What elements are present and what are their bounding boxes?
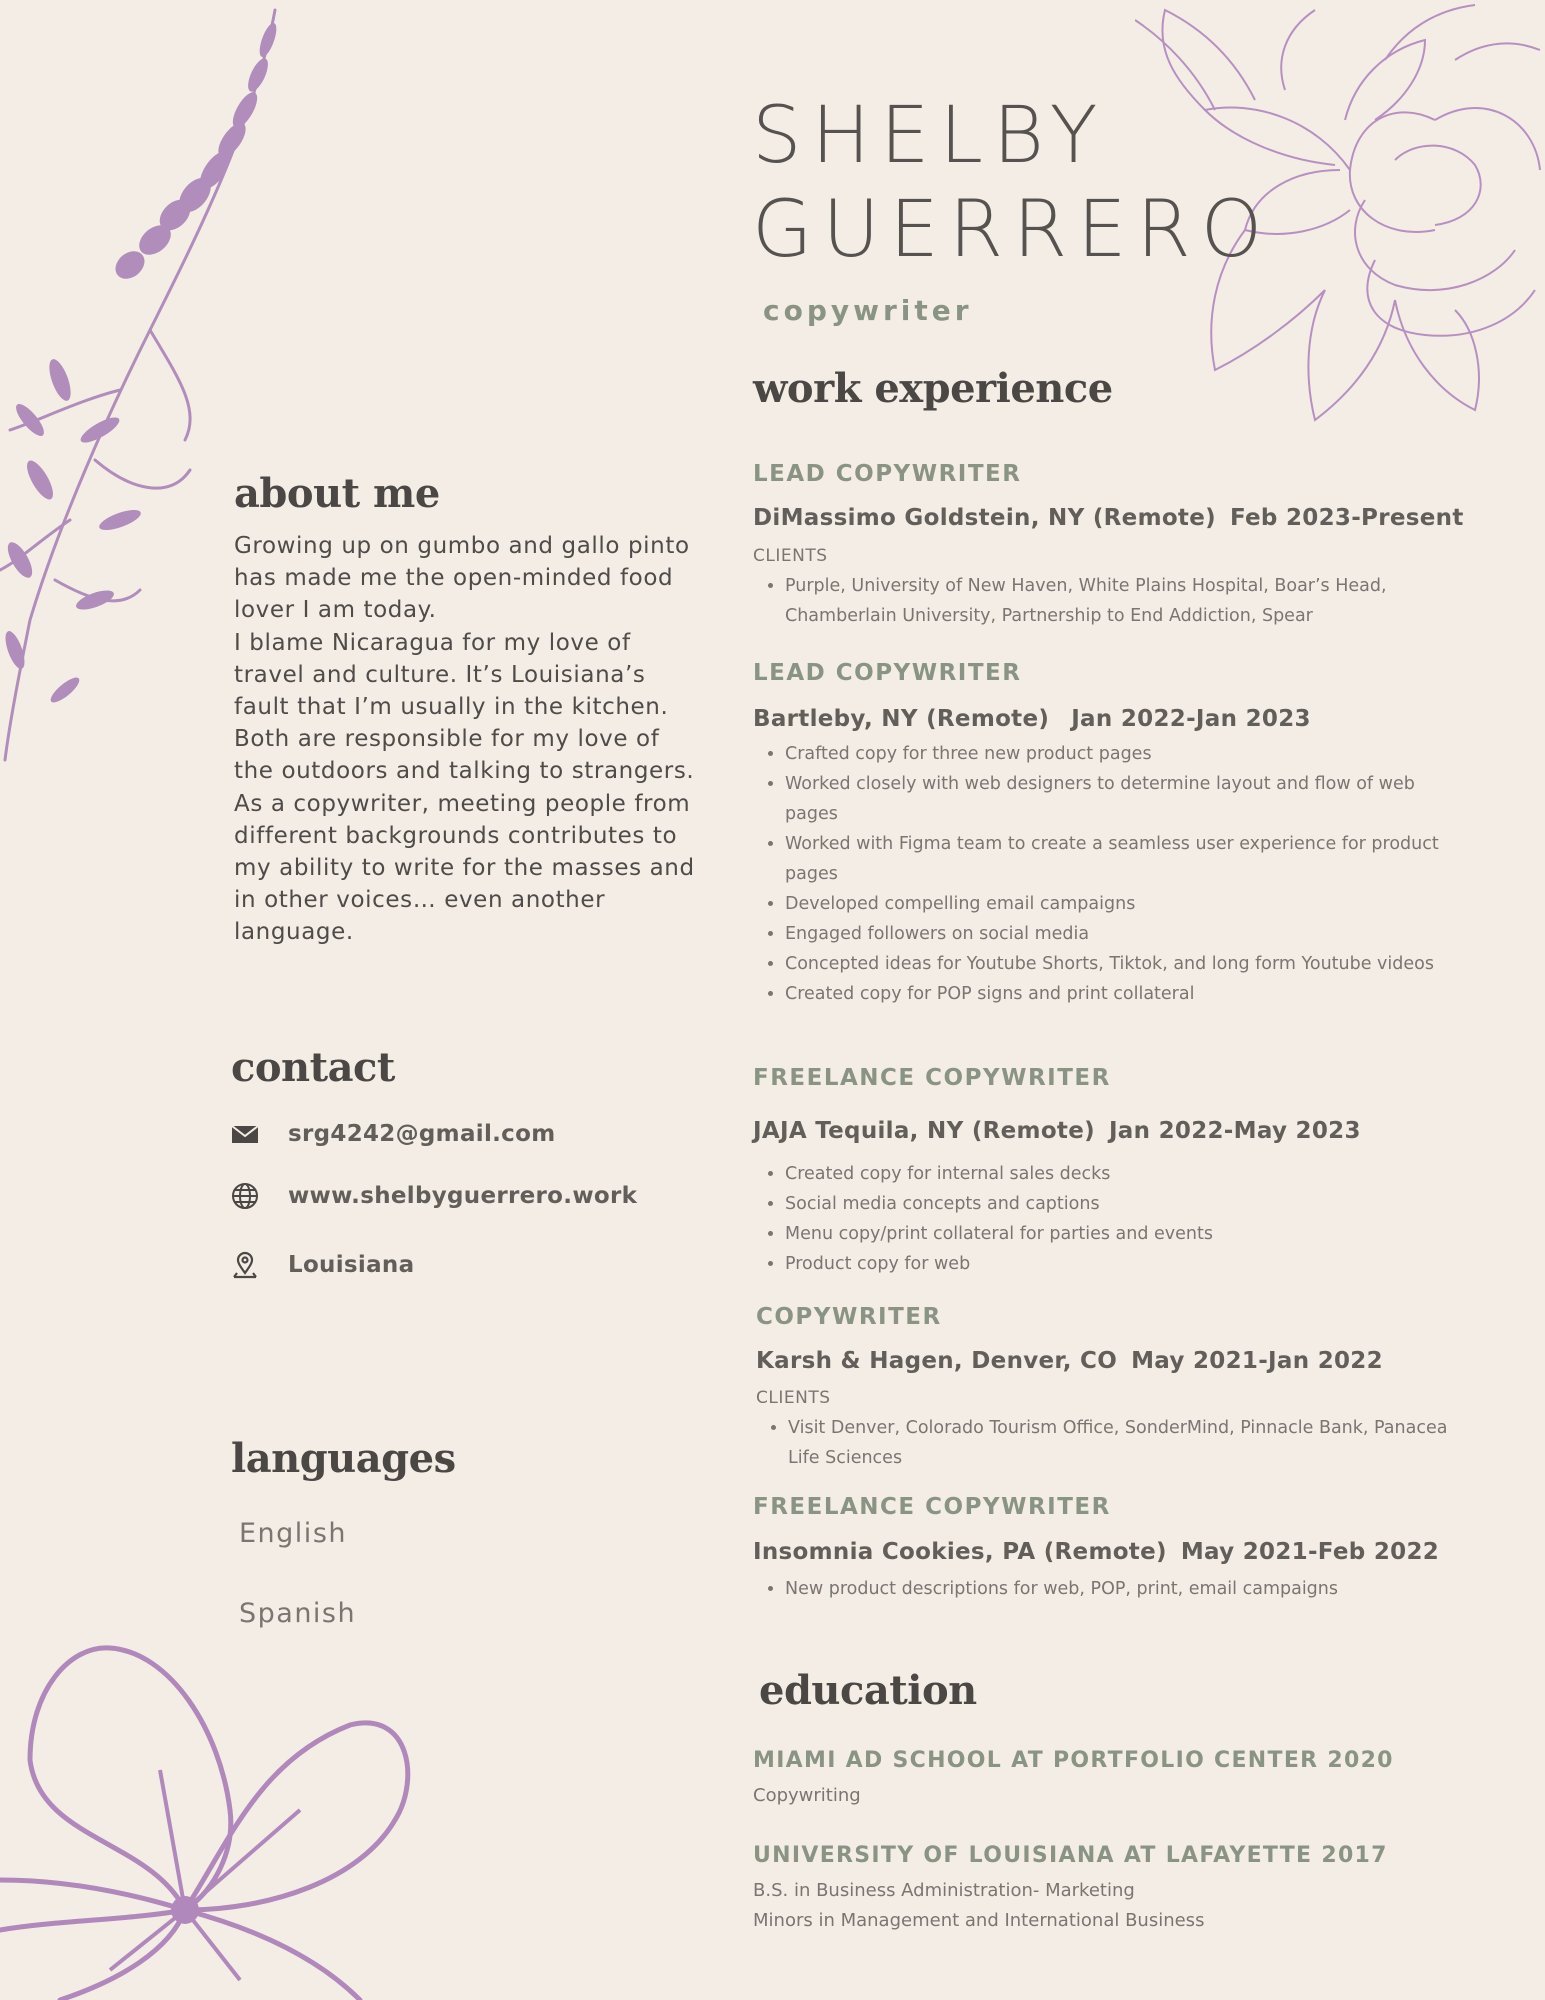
list-item: • Developed compelling email campaigns <box>785 889 1465 919</box>
about-text <box>234 530 704 949</box>
language-item: Spanish <box>239 1598 357 1629</box>
clients-label: CLIENTS <box>756 1388 831 1408</box>
website-link[interactable]: www.shelbyguerrero.work <box>288 1183 638 1209</box>
job-company: Karsh & Hagen, Denver, CO <box>756 1348 1118 1374</box>
education-heading: education <box>759 1667 977 1714</box>
job-company: Bartleby, NY (Remote) <box>753 706 1050 732</box>
languages-heading: languages <box>231 1435 456 1482</box>
job-company-line <box>756 1348 1383 1374</box>
email-link[interactable]: srg4242@gmail.com <box>288 1121 556 1147</box>
list-item: • Purple, University of New Haven, White Plains Hospital, Boar’s Head, Chamberlain University, Partnership to End Addiction, Spear <box>785 571 1465 631</box>
education-detail: Minors in Management and International Business <box>753 1910 1205 1931</box>
about-paragraph: Growing up on gumbo and gallo pinto has made me the open-minded food lover I am today. <box>234 533 690 624</box>
about-paragraph: I blame Nicaragua for my love of travel and culture. It’s Louisiana’s fault that I’m usually in the kitchen. Both are responsible for my love of the outdoors and talking to strangers. <box>234 629 695 785</box>
list-item: • Concepted ideas for Youtube Shorts, Tiktok, and long form Youtube videos <box>785 949 1465 979</box>
job-bullets <box>753 1574 1465 1604</box>
job-bullets <box>753 739 1465 1009</box>
job-title: FREELANCE COPYWRITER <box>753 1065 1111 1091</box>
job-dates: May 2021-Feb 2022 <box>1180 1539 1440 1565</box>
about-heading: about me <box>234 470 440 517</box>
job-role: copywriter <box>763 294 973 327</box>
list-item: • Worked with Figma team to create a seamless user experience for product pages <box>785 829 1465 889</box>
location-text: Louisiana <box>288 1252 415 1278</box>
contact-website-row <box>231 1181 638 1211</box>
job-dates: Jan 2022-May 2023 <box>1108 1118 1361 1144</box>
job-company-line <box>753 1539 1439 1565</box>
list-item: • Product copy for web <box>785 1249 1465 1279</box>
plumeria-illustration <box>0 1640 420 2000</box>
globe-icon <box>231 1182 259 1210</box>
job-company: DiMassimo Goldstein, NY (Remote) <box>753 505 1216 531</box>
job-title: FREELANCE COPYWRITER <box>753 1494 1111 1520</box>
list-item: • Worked closely with web designers to determine layout and flow of web pages <box>785 769 1465 829</box>
job-dates: Feb 2023-Present <box>1229 505 1464 531</box>
list-item: • Crafted copy for three new product pages <box>785 739 1465 769</box>
job-company: JAJA Tequila, NY (Remote) <box>753 1118 1095 1144</box>
job-title: LEAD COPYWRITER <box>753 461 1022 487</box>
education-detail: Copywriting <box>753 1785 861 1806</box>
contact-heading: contact <box>231 1044 395 1091</box>
job-company-line <box>753 706 1311 732</box>
job-company-line <box>753 1118 1361 1144</box>
list-item: • Engaged followers on social media <box>785 919 1465 949</box>
language-item: English <box>239 1518 347 1549</box>
list-item: • Social media concepts and captions <box>785 1189 1465 1219</box>
job-bullets <box>753 1159 1465 1279</box>
list-item: • Created copy for POP signs and print collateral <box>785 979 1465 1009</box>
job-title: LEAD COPYWRITER <box>753 660 1022 686</box>
list-item: • Menu copy/print collateral for parties and events <box>785 1219 1465 1249</box>
envelope-icon <box>231 1120 259 1148</box>
work-experience-heading: work experience <box>753 365 1113 412</box>
list-item: • Created copy for internal sales decks <box>785 1159 1465 1189</box>
education-detail: B.S. in Business Administration- Marketing <box>753 1880 1135 1901</box>
name-first: SHELBY <box>752 91 1108 181</box>
job-company: Insomnia Cookies, PA (Remote) <box>753 1539 1167 1565</box>
education-school: UNIVERSITY OF LOUISIANA AT LAFAYETTE 2017 <box>753 1843 1388 1868</box>
about-paragraph: As a copywriter, meeting people from different backgrounds contributes to my ability to write for the masses and in other voices… even another language. <box>234 790 695 946</box>
list-item: • New product descriptions for web, POP, print, email campaigns <box>785 1574 1465 1604</box>
job-dates: Jan 2022-Jan 2023 <box>1071 706 1311 732</box>
job-company-line <box>753 505 1464 531</box>
contact-email-row <box>231 1119 556 1149</box>
contact-location-row <box>231 1250 415 1280</box>
job-dates: May 2021-Jan 2022 <box>1131 1348 1383 1374</box>
list-item: • Visit Denver, Colorado Tourism Office, SonderMind, Pinnacle Bank, Panacea Life Sciences <box>788 1413 1468 1473</box>
job-bullets <box>753 571 1465 631</box>
job-bullets <box>756 1413 1468 1473</box>
job-title: COPYWRITER <box>756 1304 942 1330</box>
clients-label: CLIENTS <box>753 546 828 566</box>
education-school: MIAMI AD SCHOOL AT PORTFOLIO CENTER 2020 <box>753 1748 1394 1773</box>
map-pin-icon <box>231 1251 259 1279</box>
name-last: GUERRERO <box>752 185 1273 275</box>
